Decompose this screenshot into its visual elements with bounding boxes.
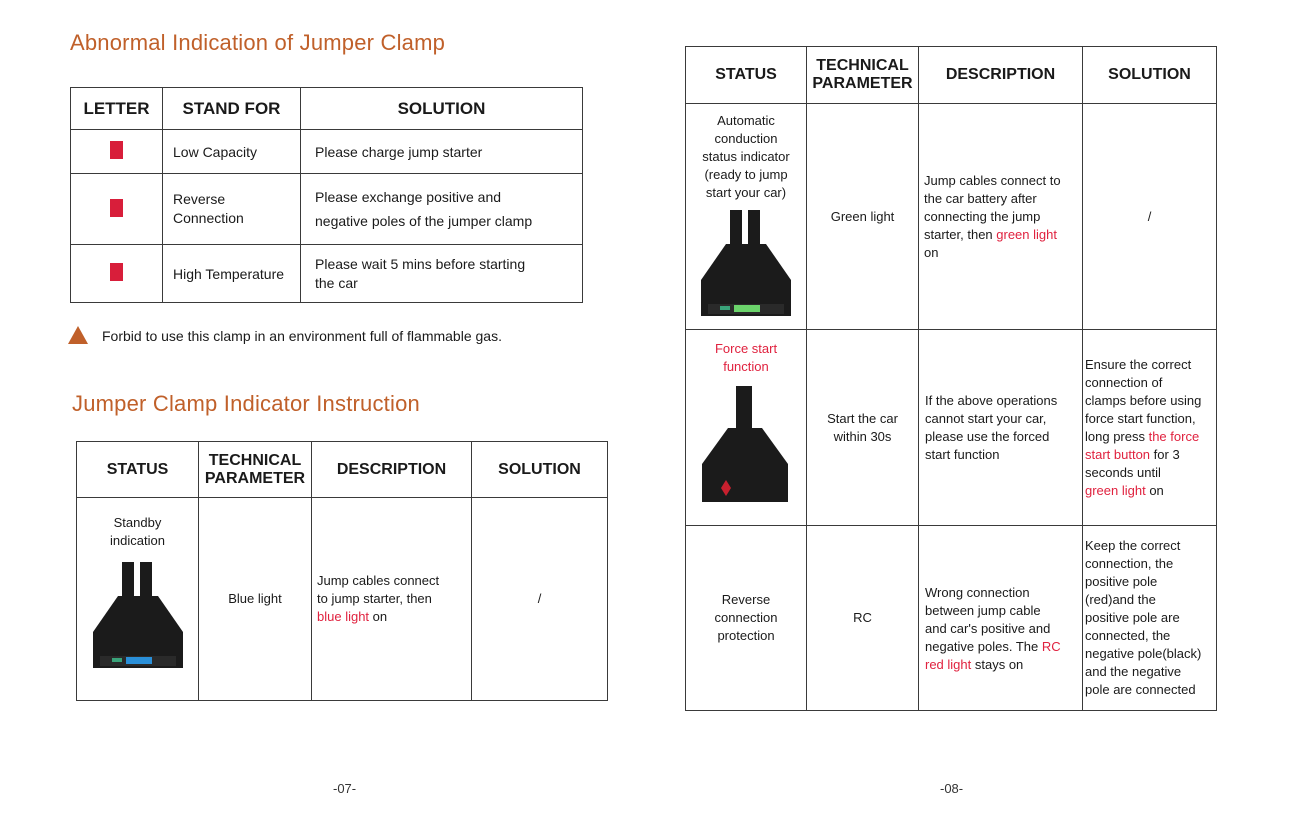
indicator-instruction-table-continued [685,46,1217,711]
clamp-device-force-start-icon [696,384,796,504]
warning-text: Forbid to use this clamp in an environment full of flammable gas. [102,328,502,344]
col-header-solution: SOLUTION [1083,47,1217,104]
status-cell: Standby indication [77,498,199,701]
solution-cell: Please exchange positive and negative poles of the jumper clamp [301,174,583,245]
technical-parameter-cell: RC [807,526,919,711]
clamp-device-blue-icon [88,560,188,670]
red-indicator-icon [110,199,123,217]
description-cell: If the above operations cannot start your car, please use the forced start function [919,330,1083,526]
table-row [77,498,608,701]
col-header-status: STATUS [77,442,199,498]
table-row [686,330,1217,526]
description-cell: Wrong connection between jump cable and car's positive and negative poles. The RC red light stays on [919,526,1083,711]
technical-parameter-cell: Blue light [199,498,312,701]
solution-cell: Ensure the correct connection of clamps before using force start function, long press the force start button for 3 seconds until green light on [1083,330,1217,526]
col-header-stand-for: STAND FOR [163,88,301,130]
col-header-description: DESCRIPTION [919,47,1083,104]
status-cell: Automatic conduction status indicator (ready to jump start your car) [686,104,807,330]
stand-for-cell: High Temperature [163,245,301,303]
table-row [71,130,583,174]
solution-cell: Keep the correct connection, the positive pole (red)and the positive pole are connected, the negative pole(black) and the negative pole are connected [1083,526,1217,711]
solution-cell: / [472,498,608,701]
solution-cell: Please wait 5 mins before starting the car [301,245,583,303]
col-header-description: DESCRIPTION [312,442,472,498]
col-header-solution: SOLUTION [472,442,608,498]
solution-cell: Please charge jump starter [301,130,583,174]
page-number-left: -07- [333,781,357,796]
stand-for-cell: Low Capacity [163,130,301,174]
red-indicator-icon [110,263,123,281]
solution-cell: / [1083,104,1217,330]
abnormal-indication-title: Abnormal Indication of Jumper Clamp [70,30,446,55]
indicator-instruction-title: Jumper Clamp Indicator Instruction [72,391,420,416]
table-row [686,104,1217,330]
col-header-technical-parameter: TECHNICAL PARAMETER [199,442,312,498]
col-header-solution: SOLUTION [301,88,583,130]
clamp-device-green-icon [696,208,796,318]
warning-icon [68,326,88,346]
table-row [686,526,1217,711]
page-number-right: -08- [940,781,964,796]
table-row [71,174,583,245]
stand-for-cell: Reverse Connection [163,174,301,245]
col-header-letter: LETTER [71,88,163,130]
technical-parameter-cell: Start the car within 30s [807,330,919,526]
status-cell: Reverse connection protection [686,526,807,711]
col-header-status: STATUS [686,47,807,104]
indicator-instruction-table [76,441,608,701]
technical-parameter-cell: Green light [807,104,919,330]
abnormal-indication-table [70,87,583,303]
red-indicator-icon [110,141,123,159]
status-cell: Force start function [686,330,807,526]
col-header-technical-parameter: TECHNICAL PARAMETER [807,47,919,104]
description-cell: Jump cables connect to the car battery after connecting the jump starter, then green light on [919,104,1083,330]
description-cell: Jump cables connect to jump starter, then blue light on [312,498,472,701]
table-row [71,245,583,303]
